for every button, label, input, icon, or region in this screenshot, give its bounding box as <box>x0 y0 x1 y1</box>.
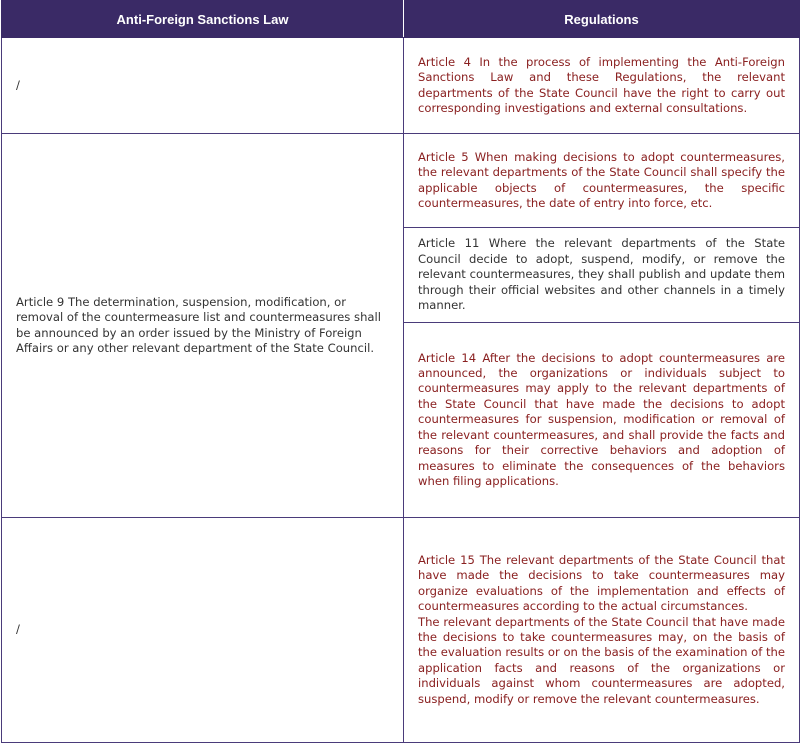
regulation-cell <box>404 228 800 323</box>
regulation-text: Article 14 After the decisions to adopt countermeasures are announced, the organizations or individuals subject to countermeasures may apply to the relevant departments of the State Council that have made the decisions to adopt countermeasures for suspension, modification or removal of the relevant countermeasures, and shall provide the facts and reasons for their corrective behaviors and adoption of measures to eliminate the consequences of the behaviors when filing applications. <box>418 350 785 488</box>
table-row <box>2 38 800 134</box>
table-row <box>2 518 800 743</box>
table-row <box>2 134 800 228</box>
regulation-text: Article 15 The relevant departments of the State Council that have made the decisions to take countermeasures may organize evaluations of the implementation and effects of countermeasures according to the actual circumstances. <box>418 552 785 614</box>
regulation-cell <box>404 518 800 743</box>
header-regulations: Regulations <box>404 1 800 38</box>
regulation-cell <box>404 134 800 228</box>
regulation-text: Article 5 When making decisions to adopt countermeasures, the relevant departments of the State Council shall specify the applicable objects of countermeasures, the specific countermeasures, the date of entry into force, etc. <box>418 149 785 210</box>
law-cell: Article 9 The determination, suspension, modification, or removal of the countermeasure list and countermeasures shall be announced by an order issued by the Ministry of Foreign Affairs or any other relevant department of the State Council. <box>2 134 404 518</box>
regulation-cell <box>404 323 800 518</box>
regulation-text: Article 4 In the process of implementing the Anti-Foreign Sanctions Law and these Regulations, the relevant departments of the State Council have the right to carry out corresponding investigations and external consultations. <box>418 54 785 115</box>
comparison-table <box>1 0 800 743</box>
regulation-text: Article 11 Where the relevant departments of the State Council decide to adopt, suspend, modify, or remove the relevant countermeasures, they shall publish and update them through their official websites and other channels in a timely manner. <box>418 236 785 313</box>
header-law: Anti-Foreign Sanctions Law <box>2 1 404 38</box>
regulation-text: The relevant departments of the State Council that have made the decisions to take countermeasures may, on the basis of the evaluation results or on the basis of the examination of the application facts and reasons of the organizations or individuals against whom countermeasures are adopted, suspend, modify or remove the relevant countermeasures. <box>418 614 785 706</box>
law-cell: / <box>2 38 404 134</box>
regulation-cell <box>404 38 800 134</box>
header-row <box>2 1 800 38</box>
law-cell: / <box>2 518 404 743</box>
